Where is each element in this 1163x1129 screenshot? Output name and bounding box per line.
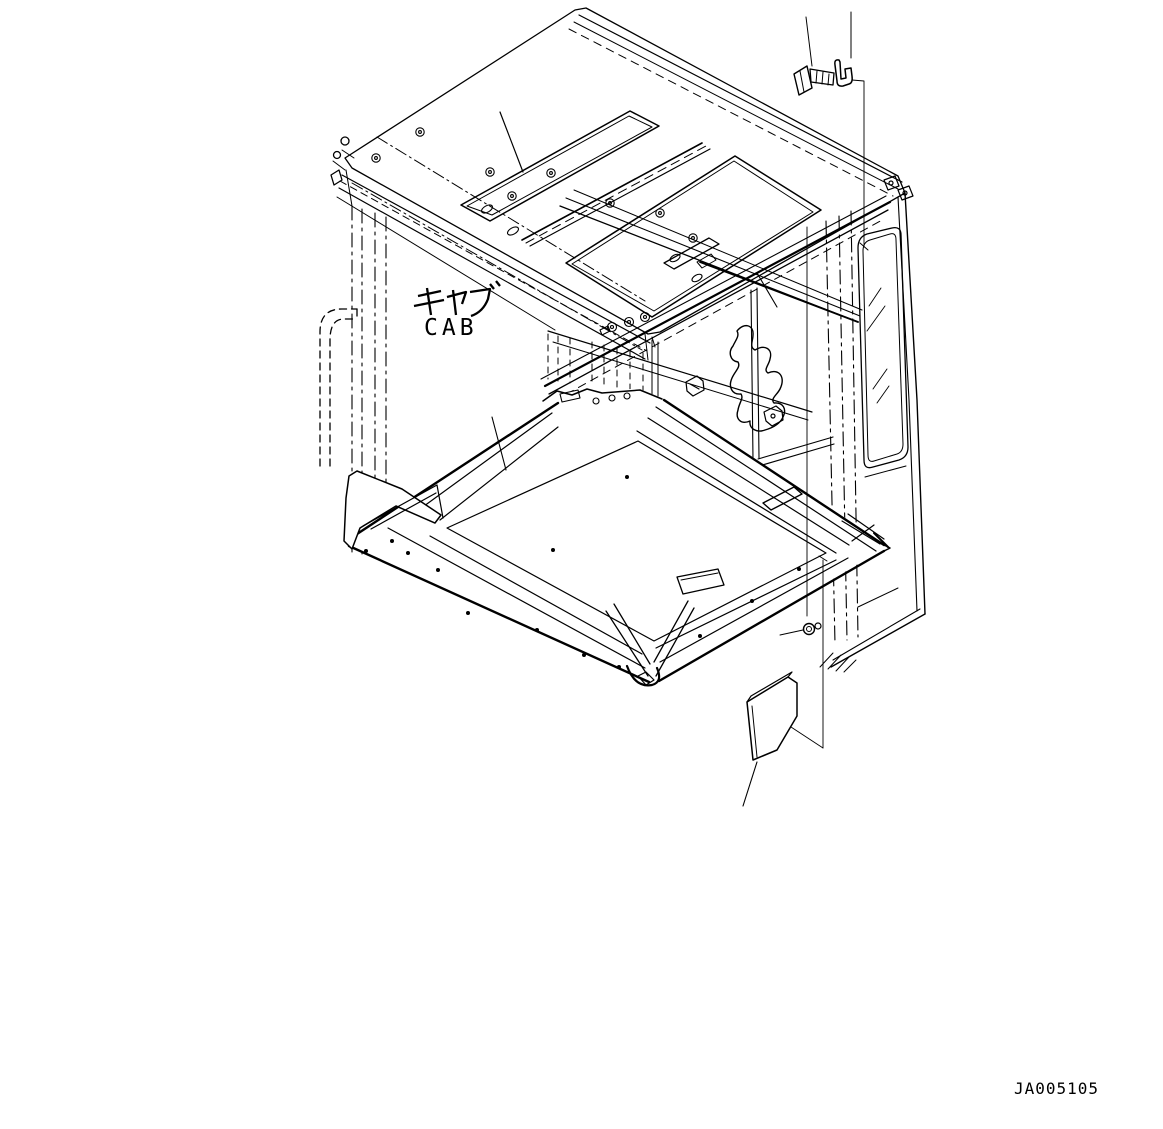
roof-left-corner-bracket (331, 137, 354, 185)
header-hidden-lines (548, 334, 643, 398)
leader-line-pad-1 (791, 727, 823, 748)
roof-hatch-rail-left (461, 111, 659, 237)
roof-liner-panel (344, 389, 890, 685)
rear-clips (686, 376, 783, 426)
cab-right-pillar (820, 176, 925, 672)
roof-bolt-heads (372, 128, 697, 242)
drawing-number: JA005105 (1014, 1079, 1100, 1098)
leader-line-bolt (806, 17, 812, 66)
leader-line-pad-2 (743, 762, 757, 806)
rear-window-frame (751, 288, 834, 466)
cab-front-header (337, 175, 658, 398)
leader-line-roof-panel (500, 112, 523, 172)
header-hinge-eyes (600, 313, 650, 336)
cab-label-jp (414, 281, 500, 316)
leader-line-grommet (780, 630, 803, 635)
mounting-bolt-icon (794, 17, 834, 95)
cab-roof (331, 8, 905, 350)
right-side-window (858, 228, 908, 468)
cab-label-en: CAB (424, 315, 478, 341)
glass-reflection-marks (867, 288, 889, 403)
